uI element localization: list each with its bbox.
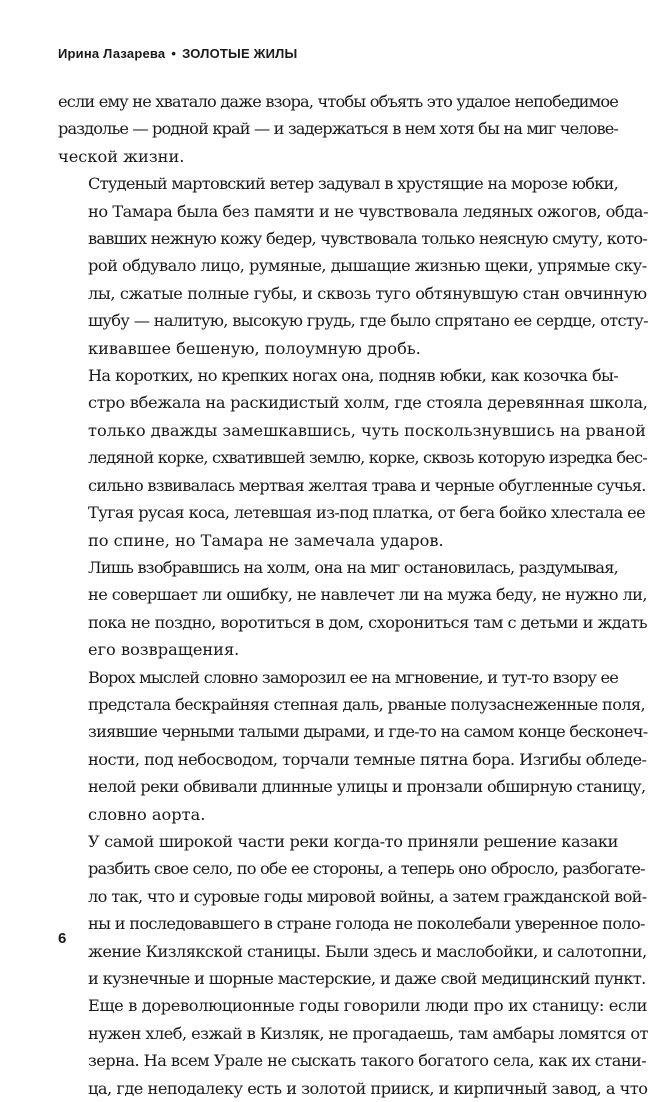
text-line: жение Кизлякской станицы. Были здесь и маслобойки, и салотопни,	[88, 941, 647, 961]
paragraph	[58, 664, 648, 828]
text-line: нелой реки обвивали длинные улицы и пронзали обширную станицу,	[88, 777, 646, 797]
text-line: ло так, что и суровые годы мировой войны, а затем гражданской вой-	[88, 886, 647, 906]
text-line: кивавшее бешеную, полоумную дробь.	[88, 338, 421, 358]
text-line: ны и последовавшего в стране голода не поколебали уверенное поло-	[88, 914, 645, 934]
text-line: раздолье — родной край — и задержаться в нем хотя бы на миг челове-	[58, 119, 618, 139]
text-line: вавших нежную кожу бедер, чувствовала только неясную смуту, кото-	[88, 229, 648, 249]
text-line: по спине, но Тамара не замечала ударов.	[88, 530, 444, 550]
header-separator: •	[171, 46, 177, 61]
text-line: У самой широкой части реки когда-то приняли решение казаки	[88, 831, 618, 851]
text-line: ца, где неподалеку есть и золотой прииск, и кирпичный завод, а что	[88, 1078, 648, 1098]
text-line: разбить свое село, по обе ее стороны, а теперь оно обросло, разбогате-	[88, 859, 645, 879]
text-line: пока не поздно, воротиться в дом, схорониться там с детьми и ждать	[88, 612, 648, 632]
text-line: только дважды замешкавшись, чуть поскользнувшись на рваной	[88, 420, 646, 440]
header-author: Ирина Лазарева	[58, 46, 166, 61]
paragraph	[58, 170, 648, 362]
text-line: Студеный мартовский ветер задувал в хрустящие на морозе юбки,	[88, 174, 618, 194]
header-title: ЗОЛОТЫЕ ЖИЛЫ	[182, 46, 298, 61]
text-line: зиявшие черными талыми дырами, и где-то на самом конце бесконеч-	[88, 722, 648, 742]
paragraph	[58, 362, 648, 554]
text-line: На коротких, но крепких ногах она, подняв юбки, как козочка бы-	[88, 366, 618, 386]
text-line: предстала бескрайняя степная даль, рваные полузаснеженные поля,	[88, 694, 645, 714]
text-line: Ворох мыслей словно заморозил ее на мгновение, и тут-то взору ее	[88, 667, 618, 687]
text-line: лы, сжатые полные губы, и сквозь туго обтянувшую стан овчинную	[88, 283, 647, 303]
text-line: его возвращения.	[88, 640, 240, 660]
text-line: и кузнечные и шорные мастерские, и даже свой медицинский пункт.	[88, 969, 646, 988]
text-line: рой обдувало лицо, румяные, дышащие жизнью щеки, упрямые ску-	[88, 256, 647, 276]
text-line: Лишь взобравшись на холм, она на миг остановилась, раздумывая,	[88, 557, 618, 577]
text-line: ледяной корке, схватившей землю, корке, сквозь которую изредка бес-	[88, 448, 647, 468]
text-line: словно аорта.	[88, 804, 206, 824]
text-line: нужен хлеб, езжай в Кизляк, не прогадаешь, там амбары ломятся от	[88, 1023, 648, 1043]
text-line: Тугая русая коса, летевшая из-под платка, от бега бойко хлестала ее	[88, 503, 646, 523]
text-line: ческой жизни.	[58, 146, 185, 166]
paragraph	[58, 88, 618, 170]
text-line: сильно взвивалась мертвая желтая трава и черные обугленные сучья.	[88, 475, 646, 495]
body-text	[58, 88, 648, 1102]
text-line: Еще в дореволюционные годы говорили люди про их станицу: если	[88, 996, 648, 1016]
text-line: шубу — налитую, высокую грудь, где было спрятано ее сердце, отсту-	[88, 311, 648, 331]
text-line: не совершает ли ошибку, не навлечет ли на мужа беду, не нужно ли,	[88, 585, 647, 605]
text-line: зерна. На всем Урале не сыскать такого богатого села, как их стани-	[88, 1051, 647, 1071]
text-line: стро вбежала на раскидистый холм, где стояла деревянная школа,	[88, 393, 648, 413]
paragraph	[58, 828, 648, 1102]
paragraph	[58, 554, 648, 664]
text-line: ности, под небосводом, торчали темные пятна бора. Изгибы обледе-	[88, 749, 647, 769]
running-header	[58, 46, 297, 61]
text-line: если ему не хватало даже взора, чтобы объять это удалое непобедимое	[58, 92, 618, 111]
page-number: 6	[58, 930, 67, 947]
text-line: но Тамара была без памяти и не чувствовала ледяных ожогов, обда-	[88, 201, 648, 221]
